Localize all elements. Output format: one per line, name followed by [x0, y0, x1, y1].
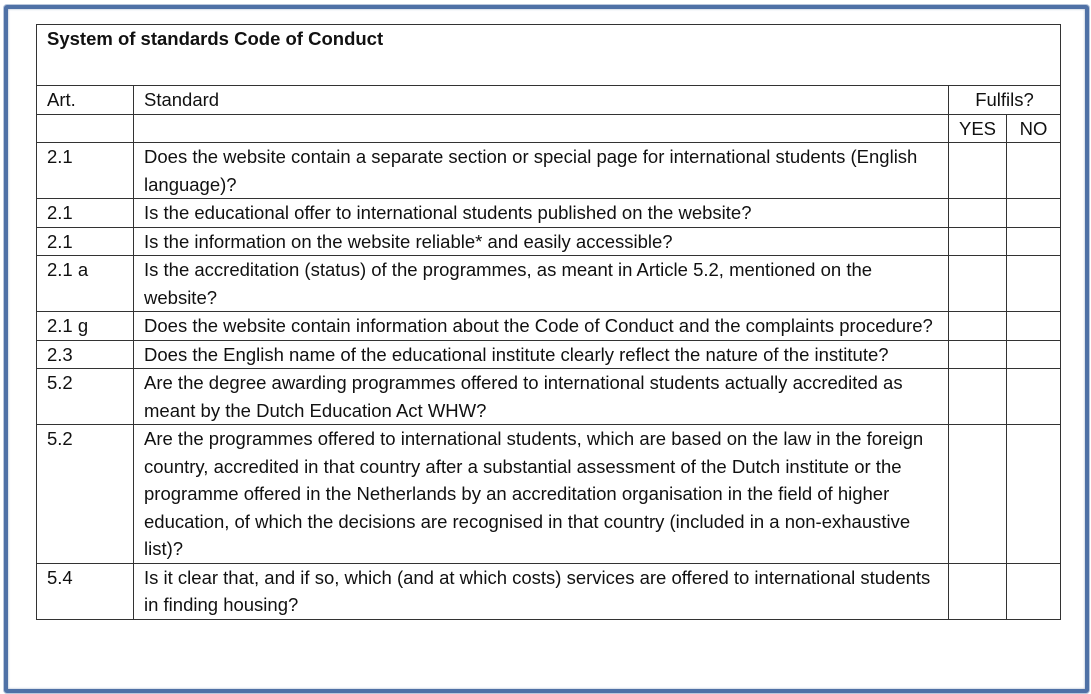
header-no: NO — [1007, 114, 1061, 143]
article-cell: 5.4 — [37, 563, 134, 619]
article-cell: 5.2 — [37, 425, 134, 564]
standard-cell: Are the programmes offered to international students, which are based on the law in the foreign country, accredited in that country after a substantial assessment of the Dutch institute or the programme offered in the Netherlands by an accreditation organisation in the field of higher education, of which the decisions are recognised in that country (included in a non-exhaustive list)? — [134, 425, 949, 564]
article-cell: 2.3 — [37, 340, 134, 369]
table-row — [37, 312, 1061, 341]
standard-cell: Does the website contain information about the Code of Conduct and the complaints procedure? — [134, 312, 949, 341]
standard-cell: Is the educational offer to international students published on the website? — [134, 199, 949, 228]
no-checkbox-cell[interactable] — [1007, 312, 1061, 341]
no-checkbox-cell[interactable] — [1007, 256, 1061, 312]
no-checkbox-cell[interactable] — [1007, 227, 1061, 256]
table-row — [37, 563, 1061, 619]
subheader-empty-art — [37, 114, 134, 143]
standard-cell: Is the accreditation (status) of the programmes, as meant in Article 5.2, mentioned on the website? — [134, 256, 949, 312]
table-row — [37, 256, 1061, 312]
article-cell: 2.1 — [37, 143, 134, 199]
standard-cell: Does the English name of the educational institute clearly reflect the nature of the institute? — [134, 340, 949, 369]
yes-checkbox-cell[interactable] — [949, 340, 1007, 369]
yes-checkbox-cell[interactable] — [949, 199, 1007, 228]
no-checkbox-cell[interactable] — [1007, 563, 1061, 619]
header-standard: Standard — [134, 86, 949, 115]
no-checkbox-cell[interactable] — [1007, 143, 1061, 199]
table-row — [37, 199, 1061, 228]
no-checkbox-cell[interactable] — [1007, 369, 1061, 425]
no-checkbox-cell[interactable] — [1007, 425, 1061, 564]
yes-checkbox-cell[interactable] — [949, 143, 1007, 199]
yes-checkbox-cell[interactable] — [949, 227, 1007, 256]
title-row — [37, 25, 1061, 86]
table-row — [37, 369, 1061, 425]
standards-table — [36, 24, 1061, 620]
yes-checkbox-cell[interactable] — [949, 369, 1007, 425]
header-fulfils: Fulfils? — [949, 86, 1061, 115]
article-cell: 2.1 — [37, 227, 134, 256]
yes-checkbox-cell[interactable] — [949, 425, 1007, 564]
table-title: System of standards Code of Conduct — [37, 25, 1061, 86]
table-row — [37, 425, 1061, 564]
standard-cell: Is it clear that, and if so, which (and at which costs) services are offered to international students in finding housing? — [134, 563, 949, 619]
no-checkbox-cell[interactable] — [1007, 340, 1061, 369]
article-cell: 5.2 — [37, 369, 134, 425]
yes-checkbox-cell[interactable] — [949, 256, 1007, 312]
header-yes: YES — [949, 114, 1007, 143]
table-row — [37, 227, 1061, 256]
standards-rows — [37, 143, 1061, 620]
standard-cell: Is the information on the website reliable* and easily accessible? — [134, 227, 949, 256]
table-row — [37, 143, 1061, 199]
header-art: Art. — [37, 86, 134, 115]
subheader-empty-standard — [134, 114, 949, 143]
yes-checkbox-cell[interactable] — [949, 312, 1007, 341]
document-frame — [4, 5, 1089, 693]
article-cell: 2.1 a — [37, 256, 134, 312]
article-cell: 2.1 g — [37, 312, 134, 341]
subheader-row — [37, 114, 1061, 143]
standard-cell: Are the degree awarding programmes offered to international students actually accredited as meant by the Dutch Education Act WHW? — [134, 369, 949, 425]
table-row — [37, 340, 1061, 369]
header-row — [37, 86, 1061, 115]
no-checkbox-cell[interactable] — [1007, 199, 1061, 228]
article-cell: 2.1 — [37, 199, 134, 228]
standard-cell: Does the website contain a separate section or special page for international students (English language)? — [134, 143, 949, 199]
yes-checkbox-cell[interactable] — [949, 563, 1007, 619]
